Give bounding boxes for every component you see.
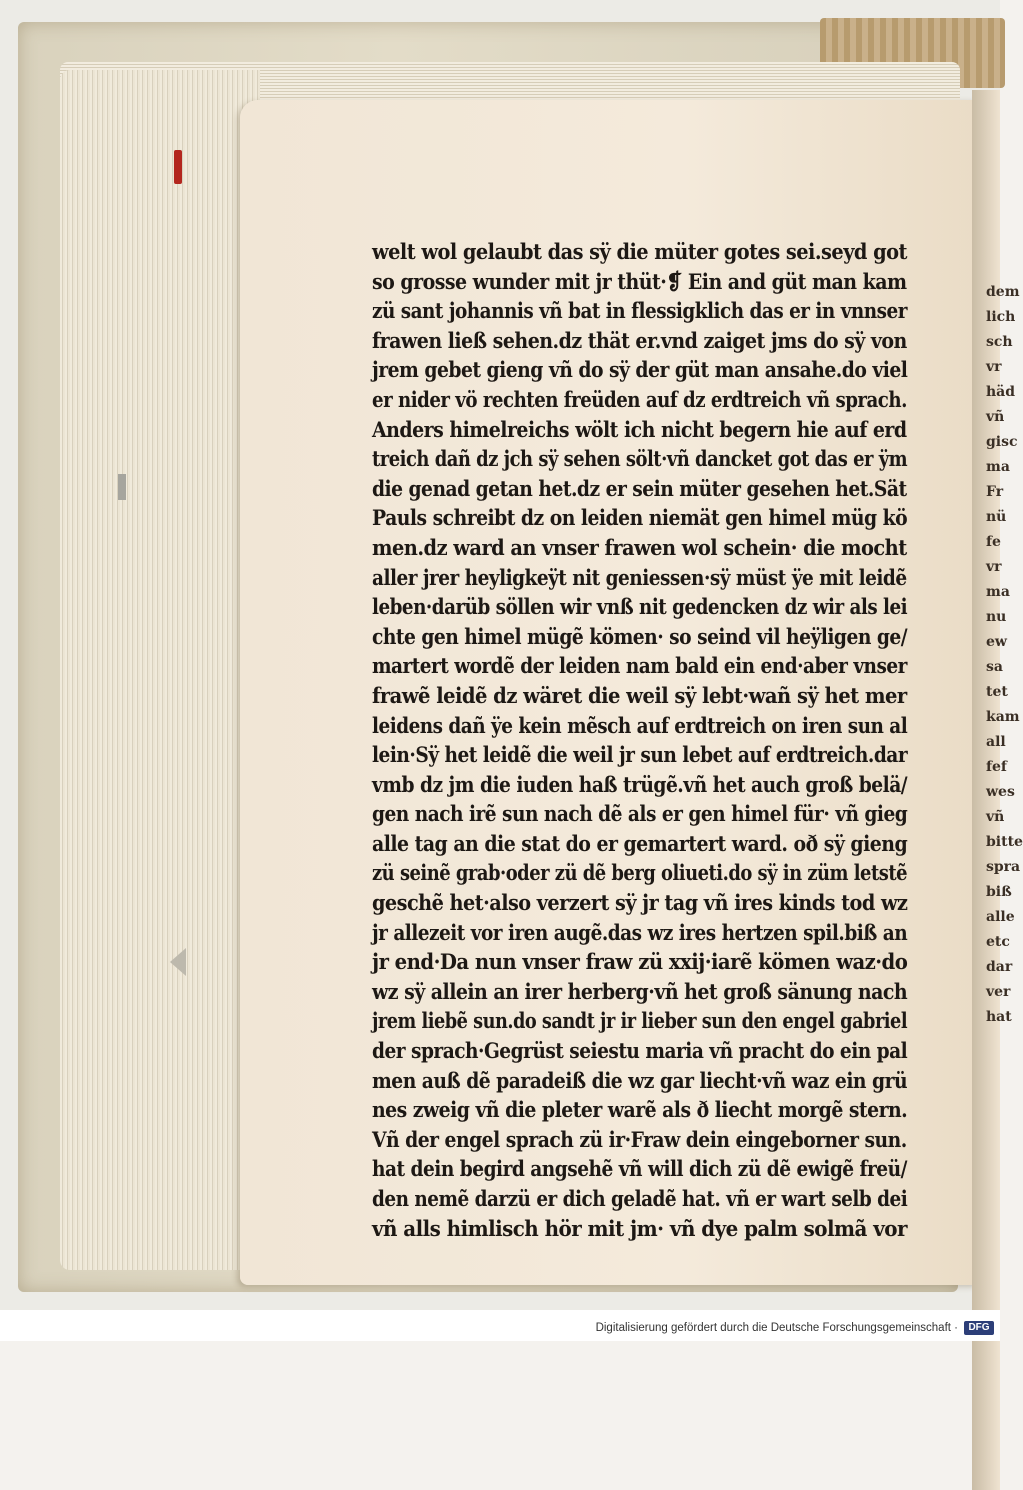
facing-page-fragment: wes [986,784,1015,800]
facing-page-fragment: biß [986,884,1012,900]
text-line: zü sant johannis vñ bat in flessigklich das er in vnnser [372,299,907,325]
red-bookmark-tab [174,150,182,184]
facing-page-fragment: nu [986,609,1007,625]
facing-page-fragment: sch [986,334,1013,350]
text-line: frawen ließ sehen.dz thät er.vnd zaiget jms do sÿ von [372,328,907,354]
text-line: gen nach irẽ sun nach dẽ als er gen himel für· vñ gieg [372,802,908,828]
text-line: er nider vö rechten freüden auf dz erdtreich vñ sprach. [372,387,907,413]
facing-page-fragment: fef [986,759,1007,775]
text-line: der sprach·Gegrüst seiestu maria vñ pracht do ein pal [372,1039,908,1065]
text-line: alle tag an die stat do er gemartert ward. oð sÿ gieng [372,831,908,857]
text-line: chte gen himel mügẽ kömen· so seind vil heÿligen ge/ [372,624,908,650]
facing-page-edge [972,90,1023,1490]
facing-page-fragment: hat [986,1009,1012,1025]
text-line: vmb dz jm die iuden haß trügẽ.vñ het auch groß belä/ [372,772,908,798]
facing-page-fragment: vñ [986,809,1005,825]
text-line: leidens dañ ÿe kein mẽsch auf erdtreich on iren sun al [372,713,908,739]
facing-page-fragment: ver [986,984,1011,1000]
facing-page-fragment: nü [986,509,1007,525]
dfg-logo-icon: DFG [964,1321,994,1335]
text-line: wz sÿ allein an irer herberg·vñ het groß sänung nach [372,979,908,1005]
text-line: leben·darüb söllen wir vnß nit gedencken dz wir als lei [372,595,908,621]
facing-page-fragment: Fr [986,484,1004,500]
text-line: welt wol gelaubt das sÿ die müter gotes sei.seyd got [372,240,907,265]
facing-page-fragment: vr [986,559,1002,575]
facing-page-fragment: dem [986,284,1020,300]
text-line: Pauls schreibt dz on leiden niemät gen himel müg kö [372,506,908,532]
facing-page-fragment: gisc [986,434,1018,450]
page-block-left-edge [60,70,260,1270]
grey-marker-tab [118,474,126,500]
text-line: frawẽ leidẽ dz wäret die weil sÿ lebt·wañ sÿ het mer [372,683,907,709]
text-line: Vñ der engel sprach zü ir·Fraw dein eingeborner sun. [372,1127,907,1153]
facing-page-fragment: etc [986,934,1010,950]
text-line: den nemẽ darzü er dich geladẽ hat. vñ er wart selb dei [372,1187,908,1212]
text-line: jrem liebẽ sun.do sandt jr ir lieber sun den engel gabriel [372,1009,908,1035]
facing-page-fragment: tet [986,684,1008,700]
page-fold-marker [170,948,186,976]
facing-page-fragment: alle [986,909,1015,925]
text-line: Anders himelreichs wölt ich nicht begern hie auf erd [372,417,907,443]
facing-page-fragment: bitte [986,834,1023,850]
facing-page-fragment: sa [986,659,1003,675]
text-line: men.dz ward an vnser frawen wol schein· die mocht [372,535,907,561]
text-line: treich dañ dz jch sÿ sehen sölt·vñ dancket got das er ÿm [372,447,908,473]
page-text-block [372,238,912,1244]
facing-page-fragment: fe [986,534,1001,550]
text-line: hat dein begird angsehẽ vñ will dich zü dẽ ewigẽ freü/ [372,1157,907,1183]
text-line: jrem gebet gieng vñ do sÿ der güt man ansahe.do viel [372,358,908,384]
facing-page-fragment: spra [986,859,1021,875]
facing-page-fragment: ma [986,459,1010,475]
text-line: so grosse wunder mit jr thüt·❡ Ein and güt man kam [372,269,907,295]
text-line: geschẽ het·also verzert sÿ jr tag vñ ires kinds tod wz [372,891,908,917]
text-line: vñ alls himlisch hör mit jm· vñ dye palm solmã vor [372,1216,907,1242]
facing-page-fragment: ma [986,584,1010,600]
facing-page-fragment: dar [986,959,1013,975]
text-line: jr end·Da nun vnser fraw zü xxij·iarẽ kömen waz·do [372,950,908,976]
facing-page-fragment: vr [986,359,1002,375]
text-line: aller jrer heyligkeÿt nit geniessen·sÿ müst ÿe mit leidẽ [372,565,907,591]
text-line: die genad getan het.dz er sein müter gesehen het.Sät [372,476,907,502]
digitization-footer [0,1310,1000,1341]
text-line: jr allezeit vor iren augẽ.das wz ires hertzen spil.biß an [372,920,908,946]
text-line: lein·Sÿ het leidẽ die weil jr sun lebet auf erdtreich.dar [372,743,908,769]
facing-page-fragment: kam [986,709,1020,725]
facing-page-fragment: ew [986,634,1007,650]
facing-page-fragment: all [986,734,1006,750]
text-line: zü seinẽ grab·oder zü dẽ berg oliueti.do sÿ in züm letstẽ [372,861,907,887]
facing-page-fragment: vñ [986,409,1005,425]
facing-page-fragment: häd [986,384,1016,400]
text-line: nes zweig vñ die pleter warẽ als ð liecht morgẽ stern. [372,1098,908,1124]
text-line: men auß dẽ paradeiß die wz gar liecht·vñ waz ein grü [372,1068,908,1094]
text-line: martert wordẽ der leiden nam bald ein end·aber vnser [372,654,907,680]
facing-page-fragment: lich [986,309,1016,325]
footer-credit-text: Digitalisierung gefördert durch die Deutsche Forschungsgemeinschaft · [595,1322,958,1334]
